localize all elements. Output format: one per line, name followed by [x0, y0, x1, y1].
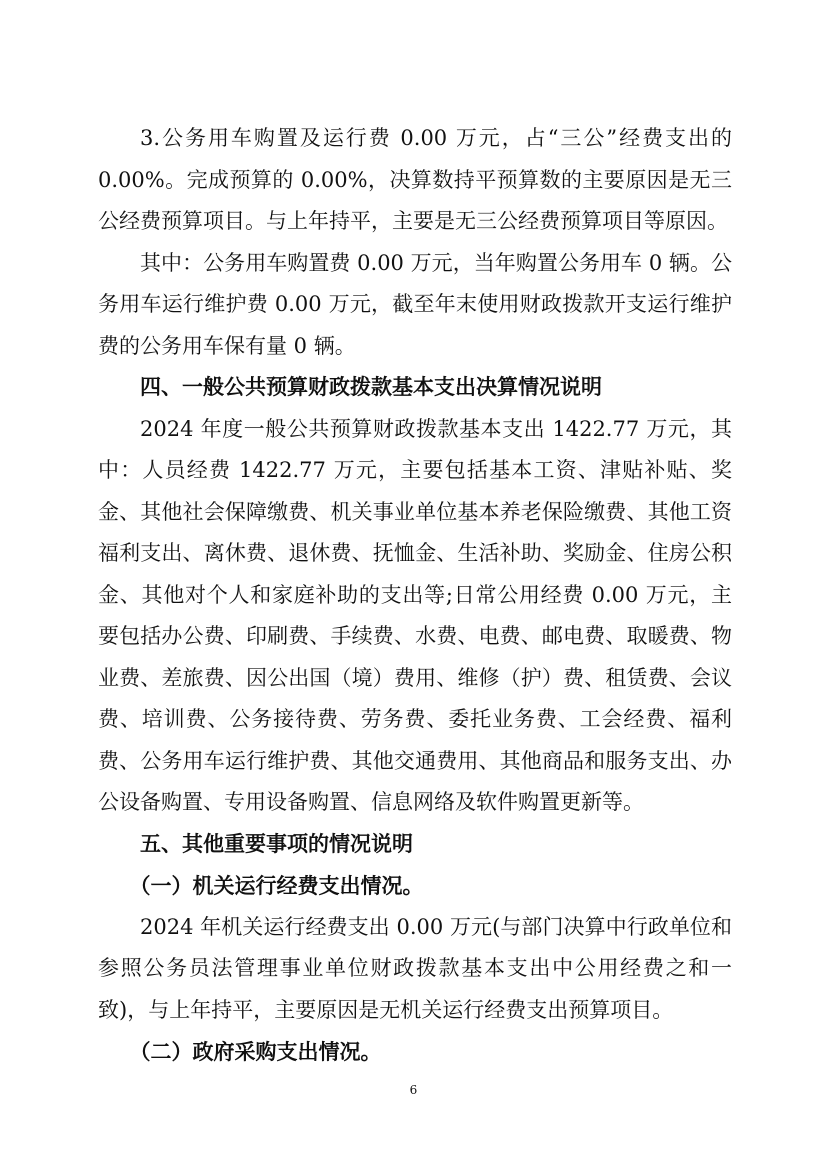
paragraph-operating-costs: 2024 年机关运行经费支出 0.00 万元(与部门决算中行政单位和参照公务员法管理事业单位财政拨款基本支出中公用经费之和一致)，与上年持平，主要原因是无机关运行经费支出预算项目。: [98, 914, 732, 1022]
page-number: 6: [409, 1083, 418, 1097]
paragraph-vehicle-detail: 其中：公务用车购置费 0.00 万元，当年购置公务用车 0 辆。公务用车运行维护费 0.00 万元，截至年末使用财政拨款开支运行维护费的公务用车保有量 0 辆。: [98, 250, 732, 358]
subheading-operating-costs: （一）机关运行经费支出情况。: [129, 873, 424, 898]
section-heading-5: 五、其他重要事项的情况说明: [140, 831, 413, 856]
subheading-procurement: （二）政府采购支出情况。: [129, 1039, 382, 1064]
page-content: [98, 118, 732, 1073]
paragraph-vehicle-cost: 3.公务用车购置及运行费 0.00 万元，占“三公”经费支出的 0.00%。完成预算的 0.00%，决算数持平预算数的主要原因是无三公经费预算项目。与上年持平，主要是无三公经费预算项目等原因。: [98, 126, 732, 233]
paragraph-basic-expenditure: 2024 年度一般公共预算财政拨款基本支出 1422.77 万元，其中：人员经费 1422.77 万元，主要包括基本工资、津贴补贴、奖金、其他社会保障缴费、机关事业单位基本养老保险缴费、其他工资福利支出、离休费、退休费、抚恤金、生活补助、奖励金、住房公积金、其他对个人和家庭补助的支出等;日常公用经费 0.00 万元，主要包括办公费、印刷费、手续费、水费、电费、邮电费、取暖费、物业费、差旅费、因公出国（境）费用、维修（护）费、租赁费、会议费、培训费、公务接待费、劳务费、委托业务费、工会经费、福利费、公务用车运行维护费、其他交通费用、其他商品和服务支出、办公设备购置、专用设备购置、信息网络及软件购置更新等。: [98, 416, 732, 814]
section-heading-4: 四、一般公共预算财政拨款基本支出决算情况说明: [140, 375, 602, 399]
